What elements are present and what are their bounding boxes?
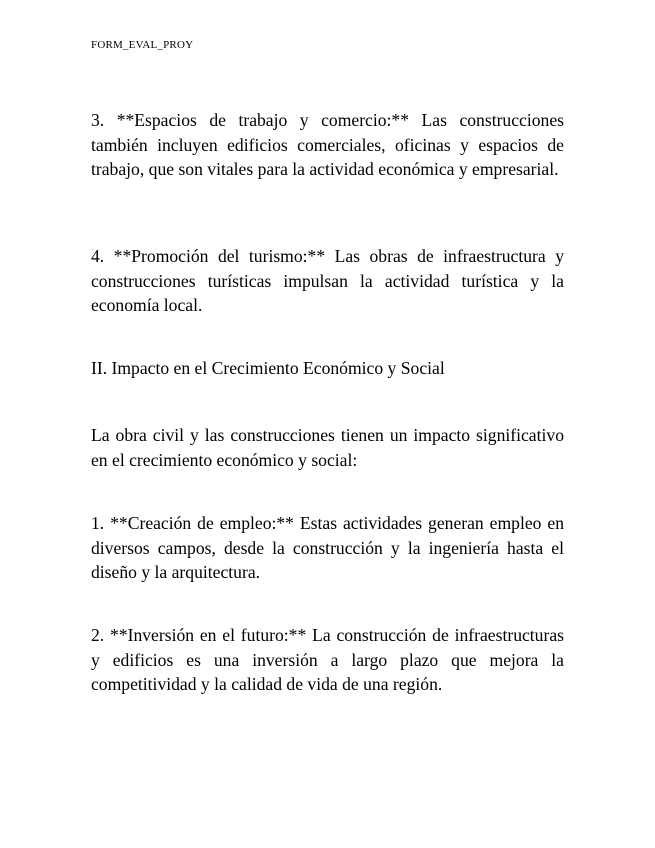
page-header-code: FORM_EVAL_PROY — [91, 39, 194, 51]
paragraph-future-investment: 2. **Inversión en el futuro:** La construcción de infraestructuras y edificios es una inversión a largo plazo que mejora la competitividad y la calidad de vida de una región. — [91, 625, 564, 694]
section-heading: II. Impacto en el Crecimiento Económico y Social — [91, 358, 445, 378]
paragraph-employment-creation: 1. **Creación de empleo:** Estas actividades generan empleo en diversos campos, desde la construcción y la ingeniería hasta el diseño y la arquitectura. — [91, 513, 564, 582]
paragraph-impact-intro: La obra civil y las construcciones tienen un impacto significativo en el crecimiento económico y social: — [91, 425, 564, 470]
paragraph-workspaces-commerce: 3. **Espacios de trabajo y comercio:** Las construcciones también incluyen edificios comerciales, oficinas y espacios de trabajo, que son vitales para la actividad económica y empresarial. — [91, 110, 564, 179]
paragraph-tourism-promotion: 4. **Promoción del turismo:** Las obras de infraestructura y construcciones turísticas impulsan la actividad turística y la economía local. — [91, 246, 564, 315]
